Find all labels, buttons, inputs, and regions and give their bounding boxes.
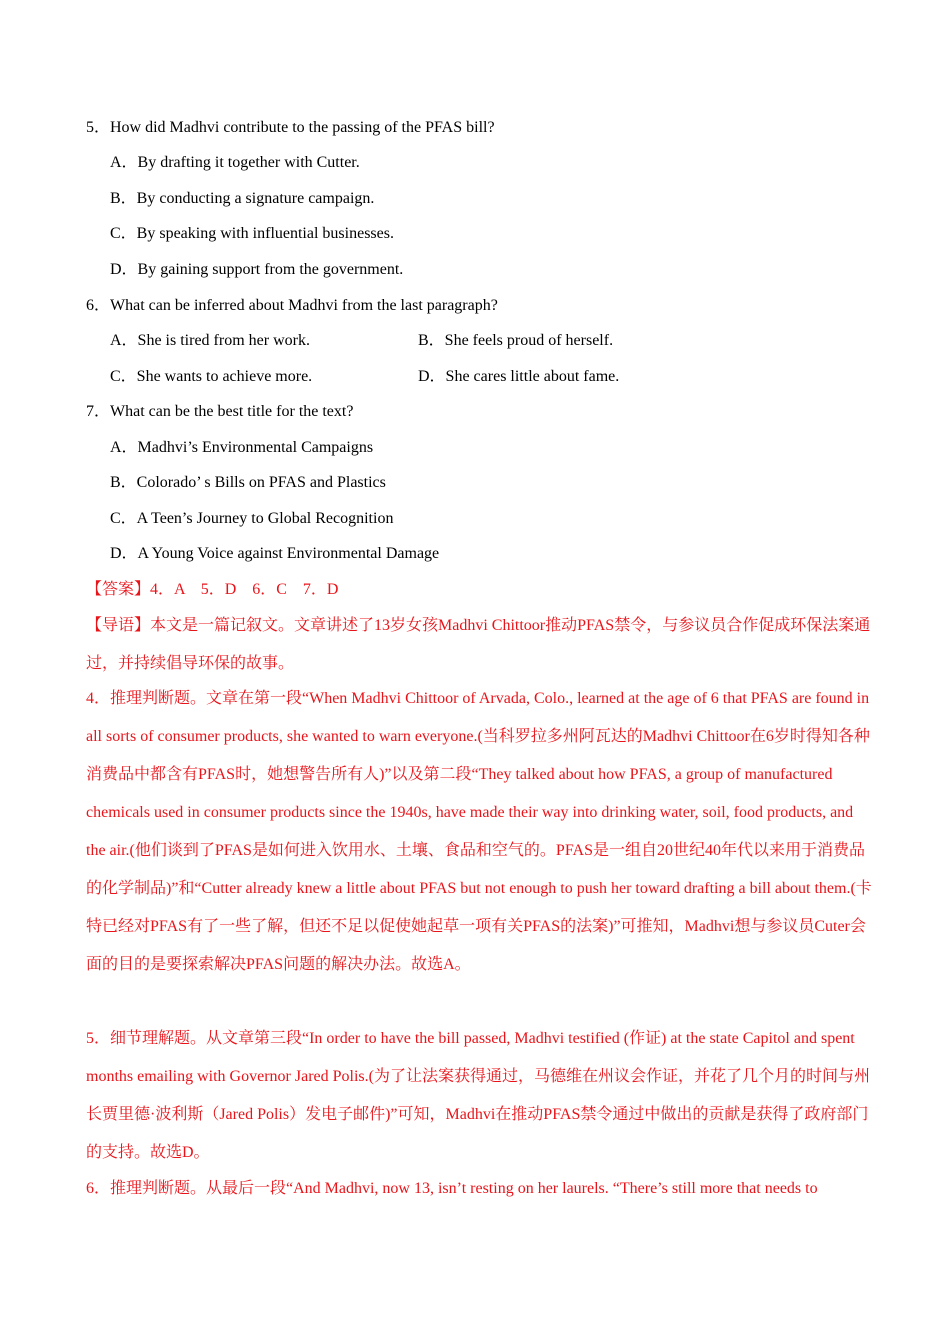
question-7-option-d: D．A Young Voice against Environmental Damage: [110, 545, 440, 562]
question-7-option-c: C．A Teen’s Journey to Global Recognition: [110, 510, 394, 527]
answer-label: 【答案】: [86, 581, 151, 598]
question-5-option-c: C．By speaking with influential businesses.: [110, 225, 394, 242]
question-5-option-a: A．By drafting it together with Cutter.: [110, 154, 360, 171]
question-5-stem: 5．How did Madhvi contribute to the passing of the PFAS bill?: [86, 119, 495, 136]
answer-text: 4．A 5．D 6．C 7．D: [150, 581, 339, 598]
question-6-option-d: D．She cares little about fame.: [418, 368, 620, 385]
guide-text: 本文是一篇记叙文。文章讲述了13岁女孩Madhvi Chittoor推动PFAS禁令，与参议员合作促成环保法案通过，并持续倡导环保的故事。: [86, 617, 871, 672]
explanation-q5: 5．细节理解题。从文章第三段“In order to have the bill passed, Madhvi testified (作证) at the state Capitol and spent months emailing with Governor Jared Polis.(为了让法案获得通过，马德维在州议会作证，并花了几个月的时间与州长贾里德·波利斯（Jared Polis）发电子邮件)”可知，Madhvi在推动PFAS禁令通过中做出的贡献是获得了政府部门的支持。故选D。: [86, 1030, 870, 1161]
guide-paragraph: [86, 607, 876, 683]
question-5-option-b: B．By conducting a signature campaign.: [110, 190, 375, 207]
question-6-option-b: B．She feels proud of herself.: [418, 332, 614, 349]
question-6-stem: 6．What can be inferred about Madhvi from the last paragraph?: [86, 297, 498, 314]
explanation-q4: 4．推理判断题。文章在第一段“When Madhvi Chittoor of Arvada, Colo., learned at the age of 6 that PFAS are found in all sorts of consumer products, she wanted to warn everyone.(当科罗拉多州阿瓦达的Madhvi Chittoor在6岁时得知各种消费品中都含有PFAS时，她想警告所有人)”以及第二段“They talked about how PFAS, a group of manufactured chemicals used in consumer products since the 1940s, have made their way into drinking water, soil, food products, and the air.(他们谈到了PFAS是如何进入饮用水、土壤、食品和空气的。PFAS是一组自20世纪40年代以来用于消费品的化学制品)”和“Cutter already knew a little about PFAS but not enough to push her toward drafting a bill about them.(卡特已经对PFAS有了一些了解，但还不足以促使她起草一项有关PFAS的法案)”可推知，Madhvi想与参议员Cuter会面的目的是要探索解决PFAS问题的解决办法。故选A。: [86, 690, 872, 973]
guide-label: 【导语】: [86, 617, 151, 634]
explanation-q6: 6．推理判断题。从最后一段“And Madhvi, now 13, isn’t resting on her laurels. “There’s still more that needs to: [86, 1180, 818, 1197]
answer-line: [86, 580, 338, 600]
question-6-option-a: A．She is tired from her work.: [110, 332, 310, 349]
question-5-option-d: D．By gaining support from the government.: [110, 261, 404, 278]
question-7-stem: 7．What can be the best title for the text?: [86, 403, 354, 420]
question-7-option-b: B．Colorado’ s Bills on PFAS and Plastics: [110, 474, 386, 491]
question-6-option-c: C．She wants to achieve more.: [110, 368, 313, 385]
question-7-option-a: A．Madhvi’s Environmental Campaigns: [110, 439, 374, 456]
